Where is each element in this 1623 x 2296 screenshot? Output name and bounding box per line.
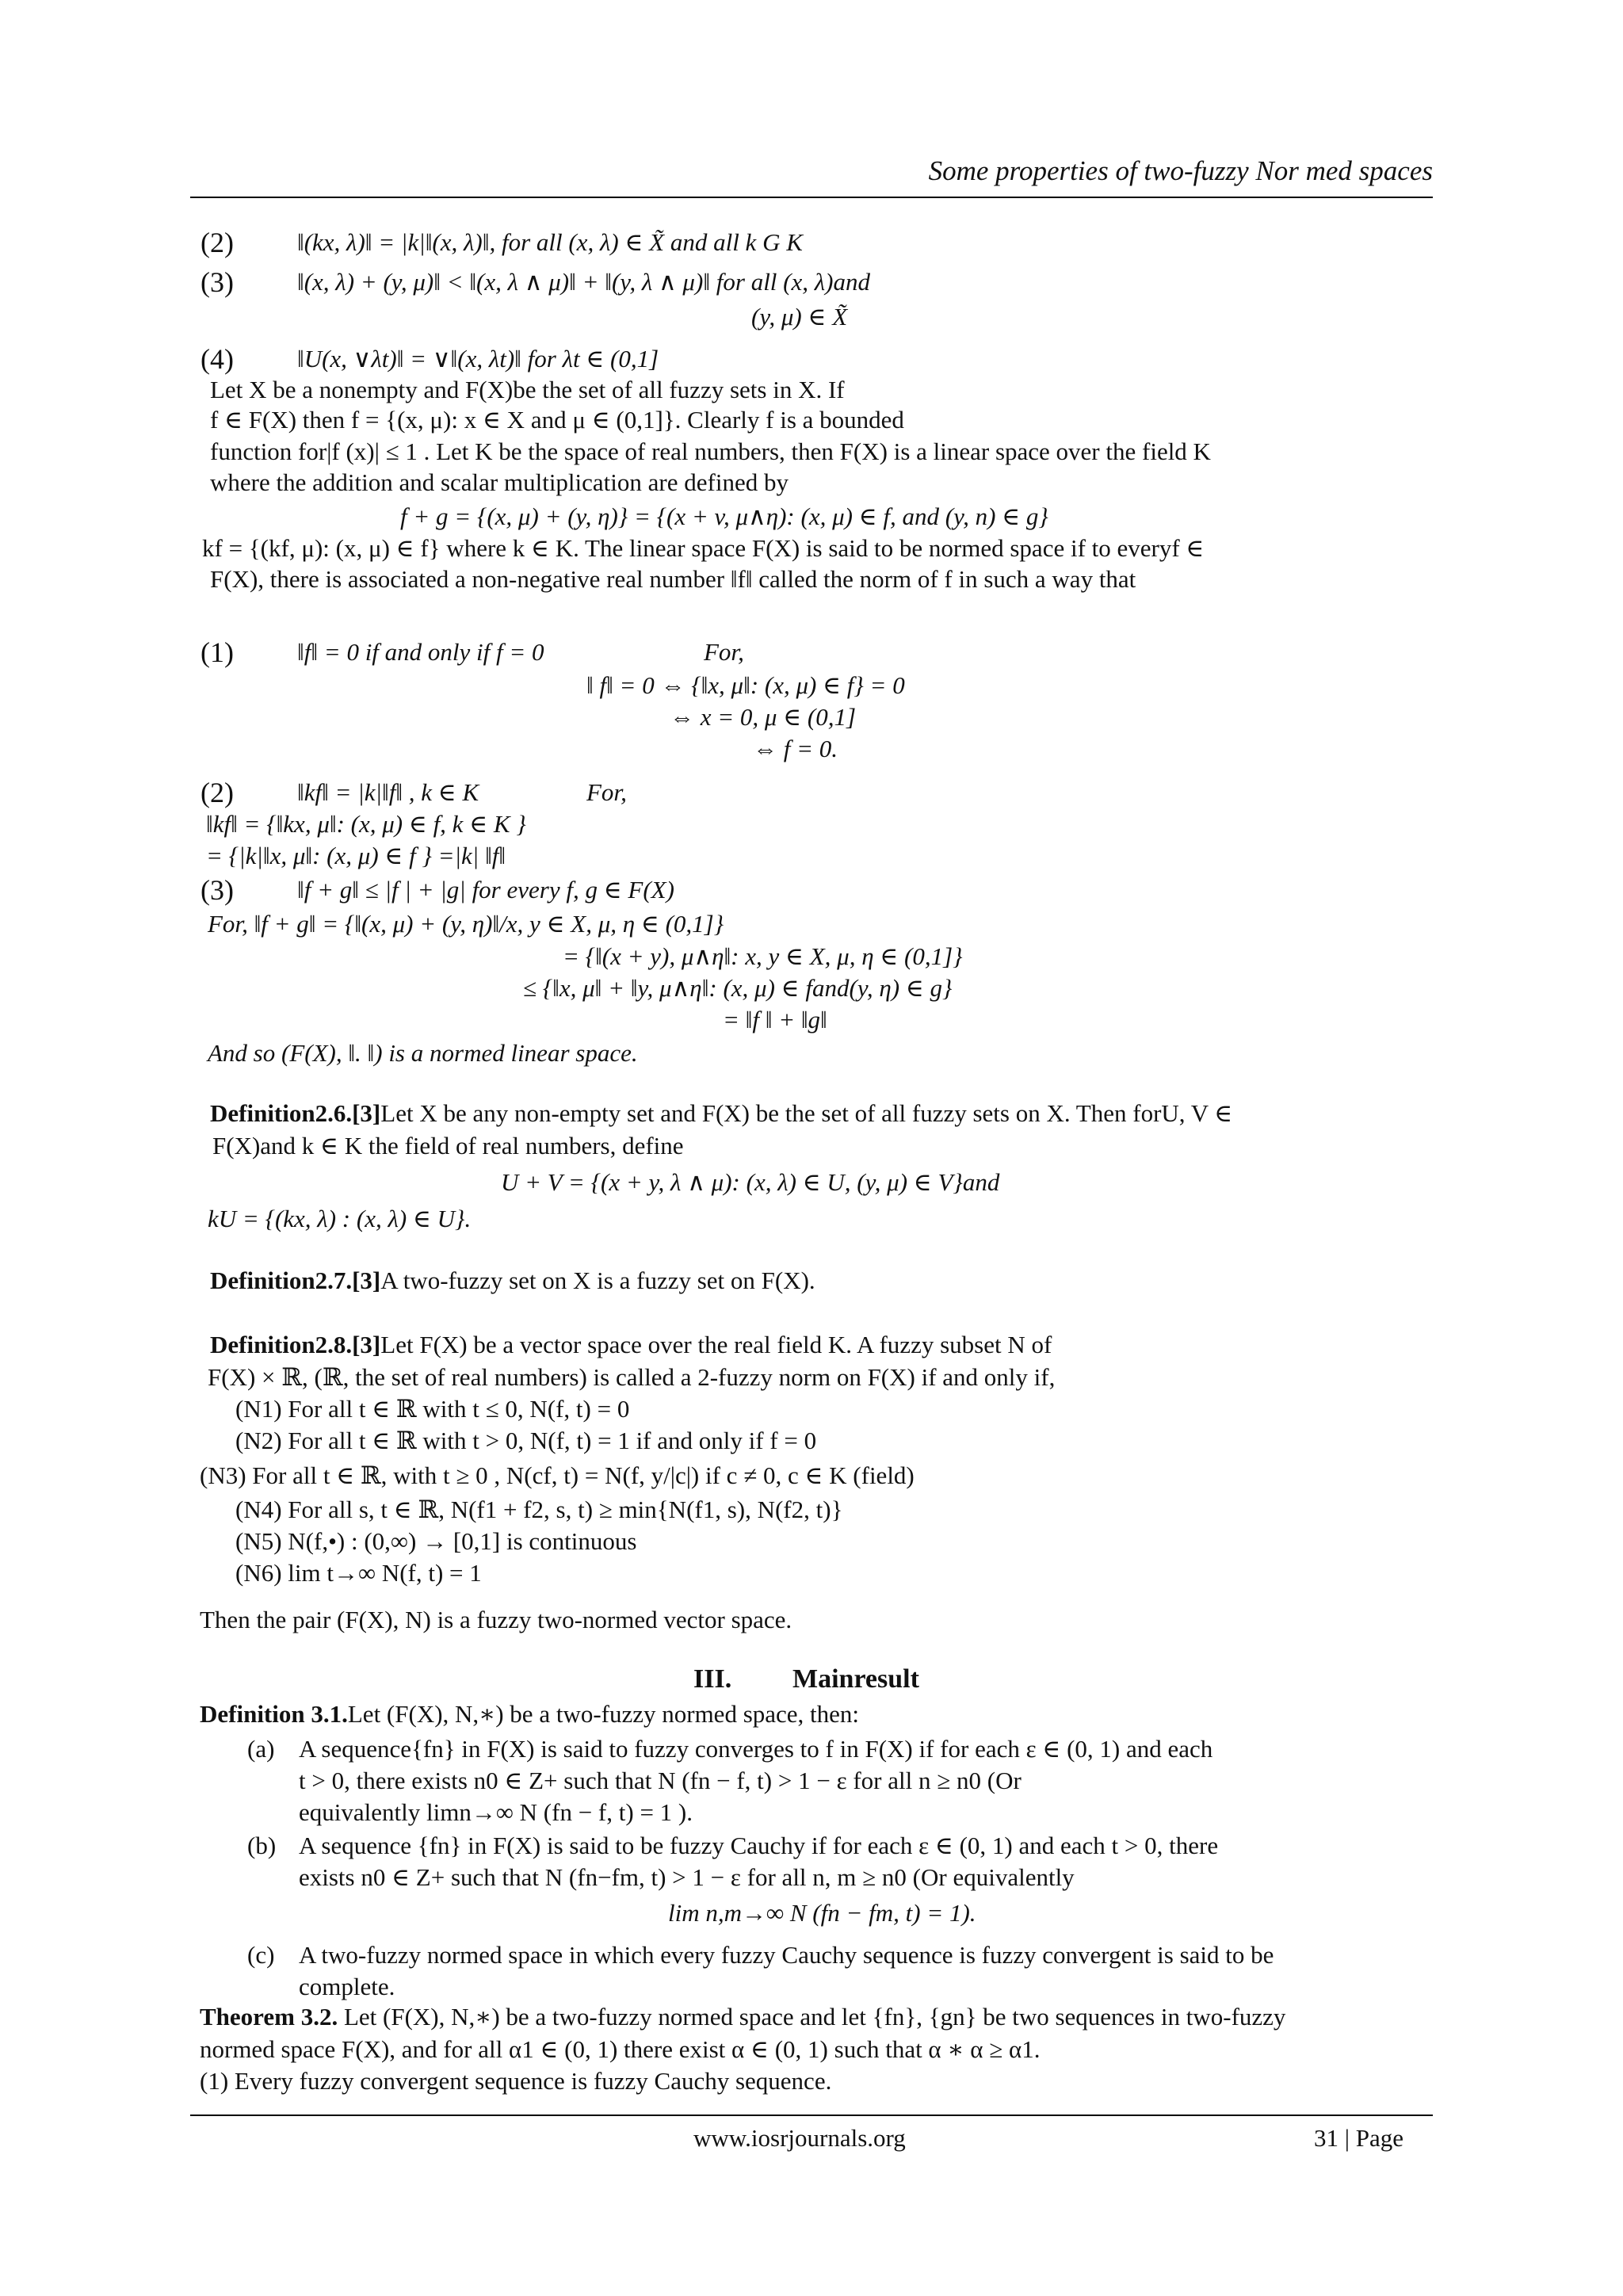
math-line: ≤ {‖x, μ‖ + ‖y, μ∧η‖: (x, μ) ∈ fand(y, η) ∈ g} — [523, 974, 953, 1002]
math-line: = {‖(x + y), μ∧η‖: x, y ∈ X, μ, η ∈ (0,1]} — [563, 942, 963, 970]
running-header: Some properties of two-fuzzy Nor med spaces — [928, 155, 1433, 186]
definition-2-6 — [210, 1098, 1232, 1129]
conclusion-line: And so (F(X), ‖. ‖) is a normed linear space. — [208, 1039, 638, 1067]
text-line: complete. — [299, 1973, 395, 2000]
definition-text: Let X be any non-empty set and F(X) be the set of all fuzzy sets on X. Then forU, V ∈ — [380, 1099, 1233, 1127]
math-line: U + V = {(x + y, λ ∧ μ): (x, λ) ∈ U, (y, μ) ∈ V}and — [501, 1168, 1000, 1196]
definition-label: Definition2.8.[3] — [210, 1331, 381, 1358]
definition-label: Definition 3.1. — [200, 1700, 348, 1728]
text-line: A sequence {fn} in F(X) is said to be fuzzy Cauchy if for each ε ∈ (0, 1) and each t > 0, there — [299, 1832, 1219, 1859]
text-line: (1) Every fuzzy convergent sequence is fuzzy Cauchy sequence. — [200, 2067, 832, 2095]
math-line: f + g = {(x, μ) + (y, η)} = {(x + v, μ∧η): (x, μ) ∈ f, and (y, n) ∈ g} — [400, 502, 1048, 530]
axiom-n3: (N3) For all t ∈ ℝ, with t ≥ 0 , N(cf, t) = N(f, y/|c|) if c ≠ 0, c ∈ K (field) — [200, 1461, 915, 1489]
item-number: (2) — [200, 777, 234, 808]
axiom-n2: (N2) For all t ∈ ℝ with t > 0, N(f, t) = 1 if and only if f = 0 — [235, 1427, 817, 1454]
text-line: equivalently limn→∞ N (fn − f, t) = 1 ). — [299, 1798, 693, 1826]
footer-page-number: 31 | Page — [1314, 2124, 1403, 2152]
text-line: function for|f (x)| ≤ 1 . Let K be the space of real numbers, then F(X) is a linear space over the field K — [210, 437, 1211, 465]
theorem-text: Let (F(X), N,∗) be a two-fuzzy normed space and let {fn}, {gn} be two sequences in two-fuzzy — [343, 2003, 1286, 2030]
text-line: F(X)and k ∈ K the field of real numbers, define — [212, 1132, 684, 1159]
definition-text: Let F(X) be a vector space over the real field K. A fuzzy subset N of — [380, 1331, 1052, 1358]
definition-2-8 — [210, 1329, 1052, 1361]
text-line: normed space F(X), and for all α1 ∈ (0, 1) there exist α ∈ (0, 1) such that α ∗ α ≥ α1. — [200, 2035, 1041, 2063]
axiom-n4: (N4) For all s, t ∈ ℝ, N(f1 + f2, s, t) ≥ min{N(f1, s), N(f2, t)} — [235, 1496, 843, 1523]
math-line: = {|k|‖x, μ‖: (x, μ) ∈ f } =|k| ‖f‖ — [206, 842, 506, 869]
text-line: exists n0 ∈ Z+ such that N (fn−fm, t) > 1 − ε for all n, m ≥ n0 (Or equivalently — [299, 1863, 1075, 1891]
math-line: ‖kf‖ = {‖kx, μ‖: (x, μ) ∈ f, k ∈ K } — [206, 810, 526, 838]
math-line: ‖ f‖ = 0 ⇔ {‖x, μ‖: (x, μ) ∈ f} = 0 — [586, 671, 905, 699]
text-line: where the addition and scalar multiplication are defined by — [210, 468, 789, 496]
footer-rule — [190, 2115, 1433, 2116]
math-line: ‖(x, λ) + (y, μ)‖ < ‖(x, λ ∧ μ)‖ + ‖(y, λ ∧ μ)‖ for all (x, λ)and — [297, 268, 871, 296]
axiom-n6: (N6) lim t→∞ N(f, t) = 1 — [235, 1559, 482, 1587]
definition-2-7 — [210, 1265, 815, 1297]
for-label: For, — [586, 778, 627, 806]
text-line: F(X) × ℝ, (ℝ, the set of real numbers) is called a 2-fuzzy norm on F(X) if and only if, — [208, 1363, 1056, 1391]
header-rule — [190, 197, 1433, 198]
axiom-n1: (N1) For all t ∈ ℝ with t ≤ 0, N(f, t) = 0 — [235, 1395, 630, 1423]
math-line: ⇔ x = 0, μ ∈ (0,1] — [670, 703, 857, 731]
math-line: ⇔ f = 0. — [753, 735, 838, 762]
item-tag-c: (c) — [247, 1941, 275, 1969]
text-line: Then the pair (F(X), N) is a fuzzy two-normed vector space. — [200, 1606, 792, 1633]
text-line: kf = {(kf, μ): (x, μ) ∈ f} where k ∈ K. The linear space F(X) is said to be normed space if to everyf ∈ — [202, 534, 1205, 562]
text-line: t > 0, there exists n0 ∈ Z+ such that N (fn − f, t) > 1 − ε for all n ≥ n0 (Or — [299, 1767, 1022, 1794]
definition-text: Let (F(X), N,∗) be a two-fuzzy normed space, then: — [347, 1700, 860, 1728]
math-line: ‖(kx, λ)‖ = |k|‖(x, λ)‖, for all (x, λ) ∈ X̃ and all k G K — [297, 228, 803, 256]
section-title: Mainresult — [792, 1664, 919, 1694]
definition-label: Definition2.7.[3] — [210, 1266, 381, 1294]
math-line: For, ‖f + g‖ = {‖(x, μ) + (y, η)‖/x, y ∈ X, μ, η ∈ (0,1]} — [208, 910, 724, 938]
text-line: Let X be a nonempty and F(X)be the set of all fuzzy sets in X. If — [210, 376, 845, 403]
section-number: III. — [693, 1664, 732, 1694]
math-line: ‖f + g‖ ≤ |f | + |g| for every f, g ∈ F(X) — [297, 876, 674, 904]
theorem-3-2 — [200, 2001, 1285, 2033]
item-tag-b: (b) — [247, 1832, 277, 1859]
math-line: = ‖f ‖ + ‖g‖ — [723, 1006, 827, 1033]
definition-text: A two-fuzzy set on X is a fuzzy set on F(X). — [380, 1266, 815, 1294]
for-label: For, — [704, 638, 744, 666]
math-line: lim n,m→∞ N (fn − fm, t) = 1). — [668, 1899, 976, 1927]
item-number: (3) — [200, 266, 234, 298]
math-line: ‖kf‖ = |k|‖f‖ , k ∈ K — [297, 778, 479, 806]
axiom-n5: (N5) N(f,•) : (0,∞) → [0,1] is continuous — [235, 1527, 637, 1555]
item-number: (3) — [200, 874, 234, 906]
text-line: F(X), there is associated a non-negative real number ‖f‖ called the norm of f in such a way that — [210, 565, 1136, 593]
definition-3-1 — [200, 1698, 859, 1730]
math-line: kU = {(kx, λ) : (x, λ) ∈ U}. — [208, 1205, 472, 1232]
item-number: (4) — [200, 343, 234, 375]
item-tag-a: (a) — [247, 1735, 275, 1763]
text-line: A sequence{fn} in F(X) is said to fuzzy converges to f in F(X) if for each ε ∈ (0, 1) and each — [299, 1735, 1213, 1763]
math-line: (y, μ) ∈ X̃ — [751, 303, 848, 330]
theorem-label: Theorem 3.2. — [200, 2003, 338, 2030]
math-line: ‖U(x, ∨λt)‖ = ∨‖(x, λt)‖ for λt ∈ (0,1] — [297, 345, 659, 372]
math-line: ‖f‖ = 0 if and only if f = 0 — [297, 638, 544, 666]
item-number: (1) — [200, 636, 234, 668]
text-line: A two-fuzzy normed space in which every fuzzy Cauchy sequence is fuzzy convergent is said to be — [299, 1941, 1274, 1969]
definition-label: Definition2.6.[3] — [210, 1099, 381, 1127]
item-number: (2) — [200, 227, 234, 258]
text-line: f ∈ F(X) then f = {(x, μ): x ∈ X and μ ∈ (0,1]}. Clearly f is a bounded — [210, 406, 904, 434]
footer-website: www.iosrjournals.org — [693, 2124, 906, 2152]
